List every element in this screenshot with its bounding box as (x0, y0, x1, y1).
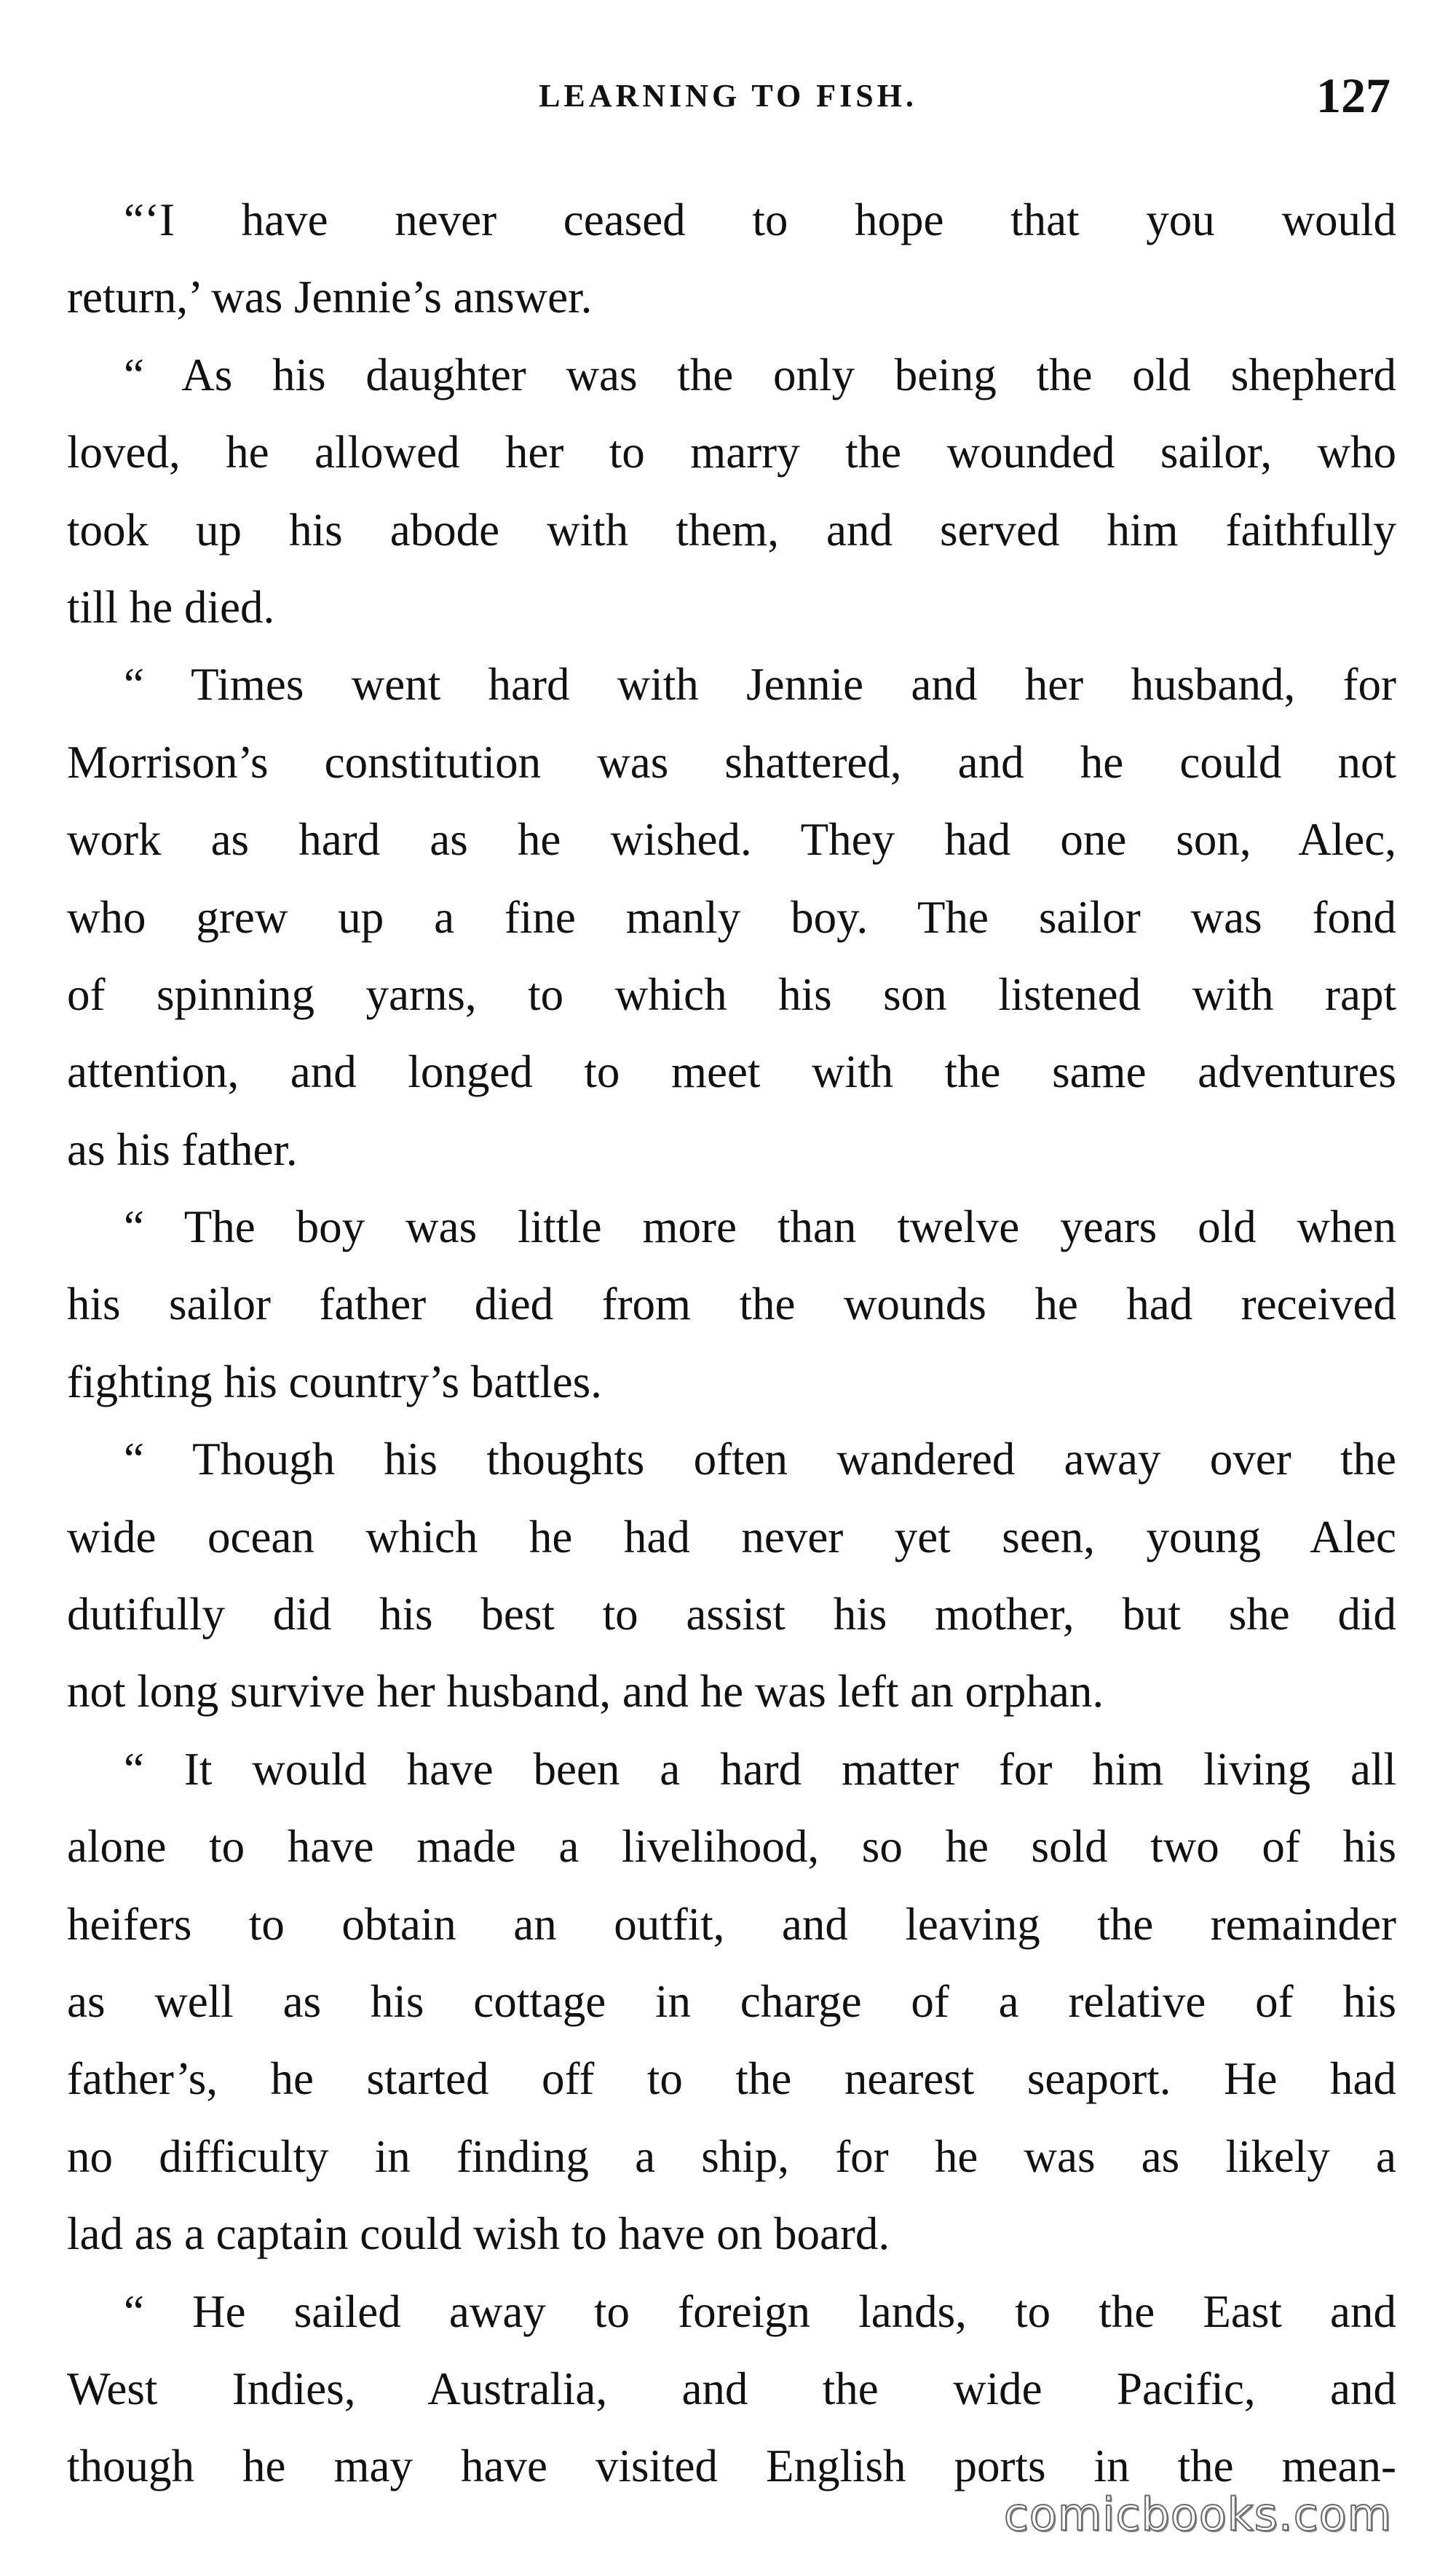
text-line: heifers to obtain an outfit, and leaving the remainder (67, 1898, 1396, 1950)
text-line: “ The boy was little more than twelve years old when (124, 1201, 1396, 1253)
text-line: his sailor father died from the wounds he had received (67, 1278, 1396, 1330)
text-line: “‘I have never ceased to hope that you would (124, 194, 1396, 245)
text-line: loved, he allowed her to marry the wounded sailor, who (67, 427, 1396, 478)
text-line: West Indies, Australia, and the wide Pacific, and (67, 2363, 1396, 2414)
text-line: who grew up a fine manly boy. The sailor was fond (67, 891, 1396, 943)
text-line: wide ocean which he had never yet seen, young Alec (67, 1511, 1396, 1562)
body-text (67, 191, 1396, 2515)
text-line: as his father. (67, 1123, 298, 1175)
text-line: dutifully did his best to assist his mother, but she did (67, 1589, 1396, 1640)
text-line: took up his abode with them, and served him faithfully (67, 504, 1396, 556)
text-line: work as hard as he wished. They had one son, Alec, (67, 814, 1396, 866)
text-line: “ As his daughter was the only being the old shepherd (124, 349, 1396, 400)
running-header (0, 67, 1456, 125)
text-line: “ Times went hard with Jennie and her husband, for (124, 659, 1396, 711)
text-line: “ It would have been a hard matter for him living all (124, 1743, 1396, 1795)
text-line: “ Though his thoughts often wandered away over the (124, 1434, 1396, 1485)
text-line: alone to have made a livelihood, so he sold two of his (67, 1821, 1396, 1873)
text-line: as well as his cottage in charge of a relative of his (67, 1975, 1396, 2027)
text-line: father’s, he started off to the nearest seaport. He had (67, 2053, 1396, 2105)
text-line: attention, and longed to meet with the same adventures (67, 1046, 1396, 1098)
text-line: though he may have visited English ports in the mean- (67, 2441, 1396, 2492)
text-line: not long survive her husband, and he was left an orphan. (67, 1666, 1104, 1718)
text-line: fighting his country’s battles. (67, 1356, 602, 1407)
watermark: comicbooks.com (1003, 2488, 1392, 2541)
text-line: no difficulty in finding a ship, for he was as likely a (67, 2130, 1396, 2182)
page-number: 127 (1316, 68, 1390, 123)
text-line: of spinning yarns, to which his son listened with rapt (67, 968, 1396, 1020)
text-line: till he died. (67, 581, 275, 633)
text-line: lad as a captain could wish to have on board. (67, 2208, 890, 2260)
text-line: “ He sailed away to foreign lands, to the East and (124, 2285, 1396, 2337)
running-title: LEARNING TO FISH. (539, 78, 917, 114)
text-line: return,’ was Jennie’s answer. (67, 272, 593, 323)
text-line: Morrison’s constitution was shattered, and he could not (67, 736, 1396, 788)
